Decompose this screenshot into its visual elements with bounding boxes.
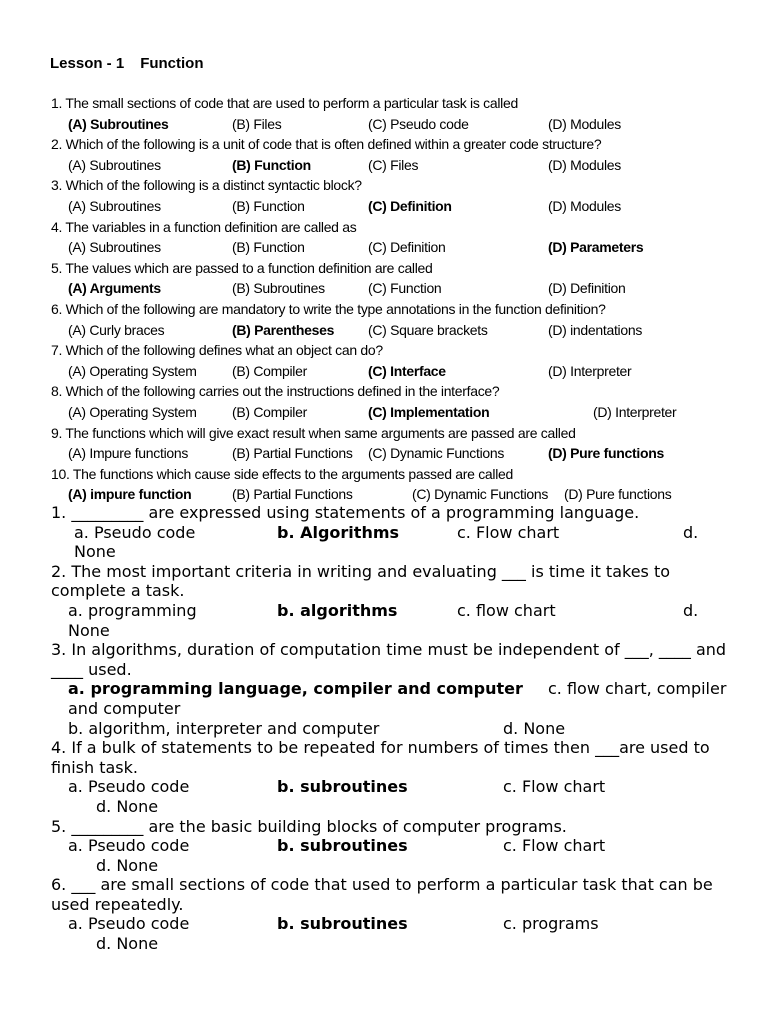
options-row <box>0 719 768 739</box>
option-b: b. subroutines <box>277 777 408 797</box>
option-c: c. Flow chart <box>457 522 560 542</box>
option-c: (C) Definition <box>368 239 446 256</box>
option-d: (D) Interpreter <box>548 362 632 379</box>
option-c: c. Flow chart <box>503 836 606 856</box>
options-row <box>0 361 768 382</box>
question-text-cont: ____ used. <box>51 659 132 679</box>
question-text: 6. ___ are small sections of code that used to perform a particular task that can be <box>51 875 713 895</box>
options-row <box>0 114 768 135</box>
option-c: (C) Interface <box>368 362 446 379</box>
option-a: a. programming <box>68 600 197 620</box>
option-b: (B) Compiler <box>232 362 307 379</box>
options-row-cont <box>0 621 768 641</box>
option-d: (D) Pure functions <box>564 486 672 503</box>
options-row <box>0 836 768 856</box>
question-text: 8. Which of the following carries out the instructions defined in the interface? <box>51 383 500 400</box>
option-d: (D) Interpreter <box>593 403 677 420</box>
option-b: (B) Compiler <box>232 403 307 420</box>
question-text: 7. Which of the following defines what an object can do? <box>51 342 383 359</box>
options-row <box>0 278 768 299</box>
lesson-title <box>50 55 204 72</box>
option-b: (B) Files <box>232 115 282 132</box>
question-text-cont: complete a task. <box>51 581 185 601</box>
question-text-cont: used repeatedly. <box>51 894 184 914</box>
option-c-cont: and computer <box>68 698 181 718</box>
option-c: (C) Square brackets <box>368 321 488 338</box>
options-row <box>0 523 768 543</box>
option-b: (B) Subroutines <box>232 280 325 297</box>
option-d-cont: None <box>74 542 116 562</box>
option-a: a. programming language, compiler and computer <box>68 679 523 699</box>
question-text: 4. If a bulk of statements to be repeated for numbers of times then ___are used to <box>51 738 710 758</box>
option-a: (A) Operating System <box>68 403 197 420</box>
option-d: (D) Pure functions <box>548 445 664 462</box>
option-b: b. algorithms <box>277 600 398 620</box>
option-b: (B) Parentheses <box>232 321 335 338</box>
option-b: b. subroutines <box>277 836 408 856</box>
question-text: 1. _________ are expressed using statements of a programming language. <box>51 503 640 522</box>
option-c: (C) Files <box>368 156 419 173</box>
option-b: (B) Function <box>232 197 305 214</box>
option-c: c. Flow chart <box>503 777 606 797</box>
option-c: c. flow chart <box>457 600 556 620</box>
option-d: d. <box>683 522 699 542</box>
option-d: d. None <box>503 718 566 738</box>
question-text: 10. The functions which cause side effects to the arguments passed are called <box>51 465 514 482</box>
option-a: (A) impure function <box>68 486 192 503</box>
options-row <box>0 320 768 341</box>
option-a: a. Pseudo code <box>68 777 190 797</box>
option-c: (C) Pseudo code <box>368 115 469 132</box>
options-row-cont <box>0 934 768 954</box>
options-row <box>0 484 768 505</box>
question-text: 3. In algorithms, duration of computation time must be independent of ___, ____ and <box>51 640 727 660</box>
option-a: (A) Arguments <box>68 280 161 297</box>
option-d: (D) Modules <box>548 197 621 214</box>
option-a: a. Pseudo code <box>68 836 190 856</box>
option-c: (C) Dynamic Functions <box>368 445 505 462</box>
question-text: 1. The small sections of code that are used to perform a particular task is called <box>51 95 518 111</box>
option-a: (A) Subroutines <box>68 197 161 214</box>
option-d: d. None <box>96 796 159 816</box>
option-b: b. subroutines <box>277 914 408 934</box>
option-a: a. Pseudo code <box>74 522 196 542</box>
question-text: 5. _________ are the basic building blocks of computer programs. <box>51 816 567 836</box>
options-row <box>0 155 768 176</box>
option-c: c. flow chart, compiler <box>548 679 727 699</box>
option-a: (A) Subroutines <box>68 156 161 173</box>
option-d: d. None <box>96 934 159 954</box>
option-b: (B) Function <box>232 239 305 256</box>
option-d: (D) Parameters <box>548 239 644 256</box>
options-row <box>0 402 768 423</box>
option-c: (C) Dynamic Functions <box>412 486 549 503</box>
option-d: d. <box>683 600 699 620</box>
option-c: (C) Implementation <box>368 403 490 420</box>
options-row-cont <box>0 797 768 817</box>
option-c: (C) Definition <box>368 197 452 214</box>
option-d: (D) Modules <box>548 115 621 132</box>
option-a: (A) Impure functions <box>68 445 189 462</box>
question-text: 9. The functions which will give exact result when same arguments are passed are called <box>51 424 576 441</box>
option-b: (B) Function <box>232 156 311 173</box>
question-text: 4. The variables in a function definition are called as <box>51 218 357 235</box>
options-row-cont <box>0 699 768 719</box>
option-b: b. algorithm, interpreter and computer <box>68 718 380 738</box>
mcq-section-2 <box>0 503 768 954</box>
option-b: b. Algorithms <box>277 522 400 542</box>
lesson-number: Lesson - 1 <box>50 55 125 72</box>
mcq-section-1 <box>0 93 768 505</box>
question-text: 2. Which of the following is a unit of code that is often defined within a greater code structure? <box>51 136 602 153</box>
question-text: 5. The values which are passed to a function definition are called <box>51 259 433 276</box>
options-row-cont <box>0 856 768 876</box>
option-d: (D) Definition <box>548 280 626 297</box>
option-d: (D) Modules <box>548 156 621 173</box>
question-text: 6. Which of the following are mandatory to write the type annotations in the function definition? <box>51 300 606 317</box>
option-c: (C) Function <box>368 280 442 297</box>
question-text: 2. The most important criteria in writing and evaluating ___ is time it takes to <box>51 561 671 581</box>
option-c: c. programs <box>503 914 599 934</box>
option-a: (A) Subroutines <box>68 115 169 132</box>
option-d-cont: None <box>68 620 110 640</box>
options-row <box>0 601 768 621</box>
options-row <box>0 914 768 934</box>
option-b: (B) Partial Functions <box>232 486 353 503</box>
option-d: (D) indentations <box>548 321 643 338</box>
option-a: a. Pseudo code <box>68 914 190 934</box>
options-row <box>0 679 768 699</box>
lesson-topic: Function <box>140 55 204 72</box>
option-a: (A) Curly braces <box>68 321 165 338</box>
option-a: (A) Operating System <box>68 362 197 379</box>
option-b: (B) Partial Functions <box>232 445 353 462</box>
option-d: d. None <box>96 855 159 875</box>
options-row <box>0 196 768 217</box>
question-text: 3. Which of the following is a distinct syntactic block? <box>51 177 362 194</box>
options-row <box>0 443 768 464</box>
options-row <box>0 237 768 258</box>
options-row <box>0 777 768 797</box>
option-a: (A) Subroutines <box>68 239 161 256</box>
question-text-cont: finish task. <box>51 757 138 777</box>
options-row-cont <box>0 542 768 562</box>
